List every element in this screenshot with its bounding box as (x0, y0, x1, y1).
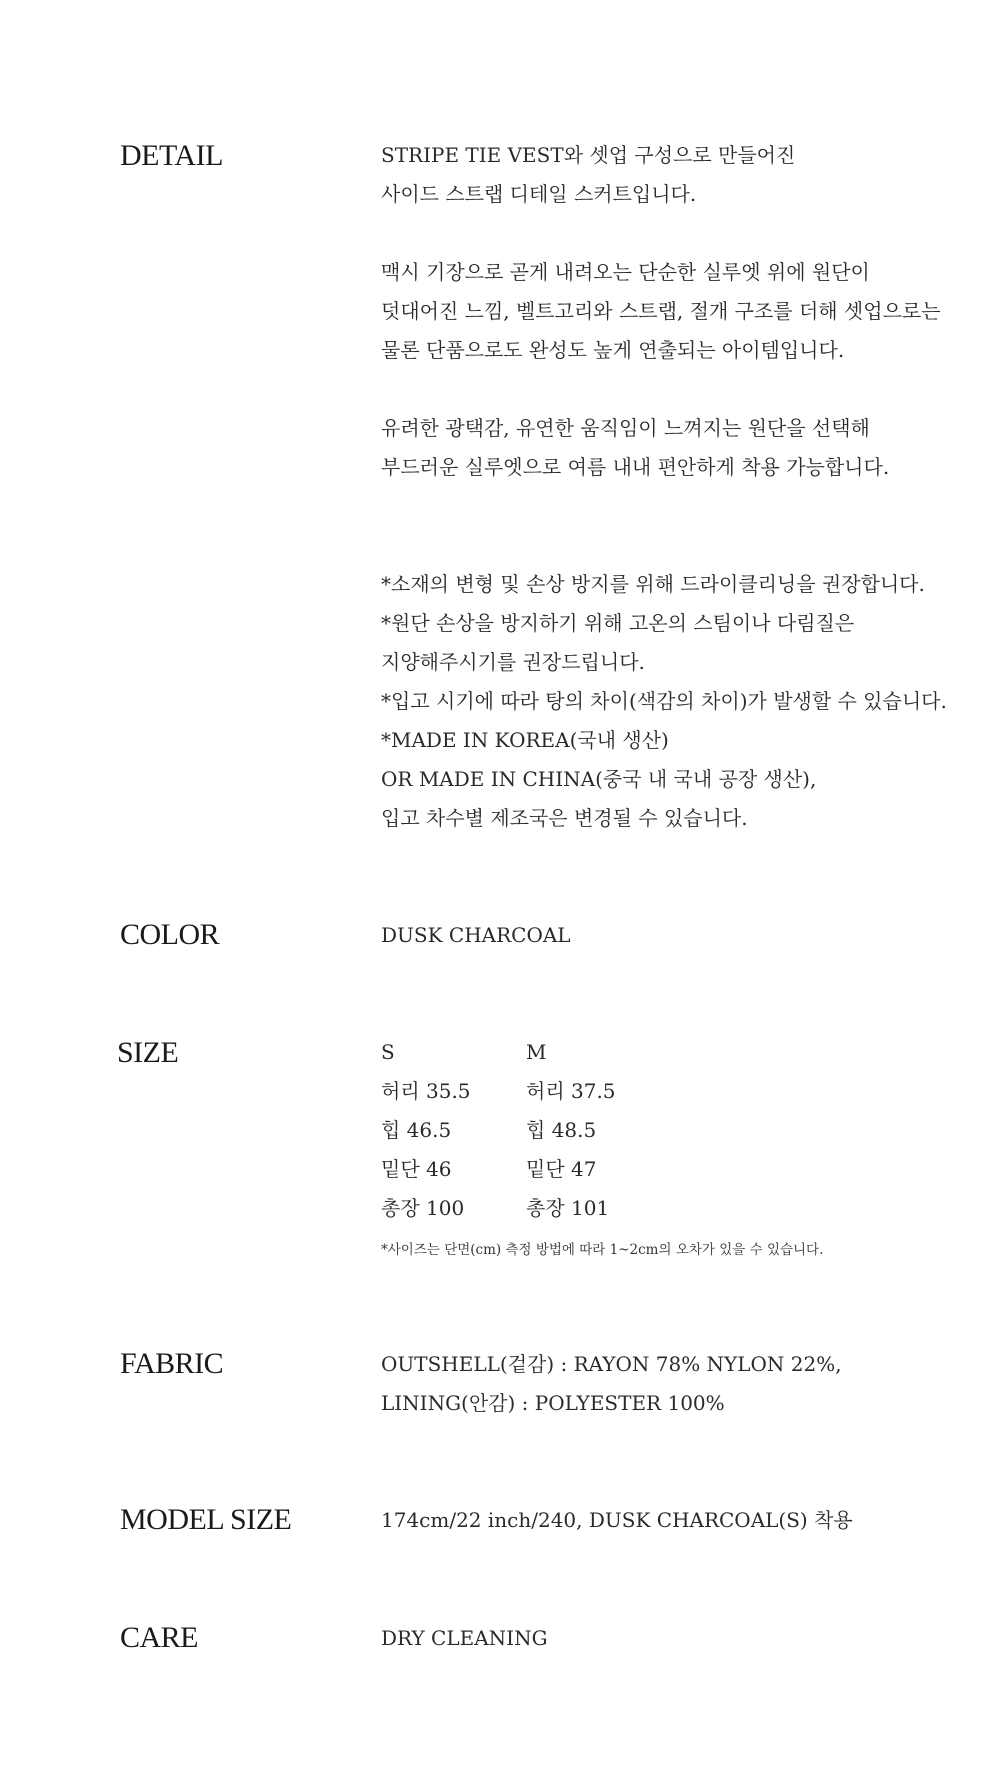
detail-note: 지양해주시기를 권장드립니다. (381, 650, 645, 674)
size-row (381, 1189, 616, 1228)
detail-line: 사이드 스트랩 디테일 스커트입니다. (381, 182, 697, 206)
size-note: *사이즈는 단면(cm) 측정 방법에 따라 1~2cm의 오차가 있을 수 있습니다. (381, 1242, 824, 1258)
color-value (381, 916, 571, 955)
fabric-line: LINING(안감) : POLYESTER 100% (381, 1391, 725, 1415)
detail-note: 입고 차수별 제조국은 변경될 수 있습니다. (381, 806, 748, 830)
color-heading: COLOR (120, 918, 220, 951)
size-cell: 힙 46.5 (381, 1118, 452, 1142)
detail-note: OR MADE IN CHINA(중국 내 국내 공장 생산), (381, 767, 817, 791)
fabric-heading: FABRIC (120, 1347, 224, 1380)
detail-note: *입고 시기에 따라 탕의 차이(색감의 차이)가 발생할 수 있습니다. (381, 689, 947, 713)
care-heading: CARE (120, 1621, 199, 1654)
size-column-header: S (381, 1040, 395, 1064)
size-row (381, 1072, 616, 1111)
detail-line: 맥시 기장으로 곧게 내려오는 단순한 실루엣 위에 원단이 (381, 260, 870, 284)
detail-line: 물론 단품으로도 완성도 높게 연출되는 아이템입니다. (381, 338, 845, 362)
size-cell: 밑단 46 (381, 1157, 452, 1181)
size-cell: 힙 48.5 (526, 1118, 597, 1142)
detail-note: *원단 손상을 방지하기 위해 고온의 스팀이나 다림질은 (381, 611, 855, 635)
detail-line: STRIPE TIE VEST와 셋업 구성으로 만들어진 (381, 143, 796, 167)
detail-note: *소재의 변형 및 손상 방지를 위해 드라이클리닝을 권장합니다. (381, 572, 925, 596)
detail-line: 덧대어진 느낌, 벨트고리와 스트랩, 절개 구조를 더해 셋업으로는 (381, 299, 941, 323)
detail-heading: DETAIL (120, 139, 223, 172)
size-cell: 허리 35.5 (381, 1079, 471, 1103)
size-row (381, 1150, 616, 1189)
care-value (381, 1619, 548, 1658)
fabric-composition (381, 1345, 842, 1423)
fabric-line: OUTSHELL(겉감) : RAYON 78% NYLON 22%, (381, 1352, 842, 1376)
detail-line: 부드러운 실루엣으로 여름 내내 편안하게 착용 가능합니다. (381, 455, 890, 479)
model-size-text: 174cm/22 inch/240, DUSK CHARCOAL(S) 착용 (381, 1508, 853, 1532)
size-header-row (381, 1033, 616, 1072)
detail-note: *MADE IN KOREA(국내 생산) (381, 728, 669, 752)
care-text: DRY CLEANING (381, 1626, 548, 1650)
color-value-text: DUSK CHARCOAL (381, 923, 571, 947)
size-table (381, 1033, 616, 1228)
size-cell: 총장 100 (381, 1196, 465, 1220)
detail-description (381, 136, 947, 838)
size-column-header: M (526, 1040, 547, 1064)
size-cell: 총장 101 (526, 1196, 610, 1220)
detail-line: 유려한 광택감, 유연한 움직임이 느껴지는 원단을 선택해 (381, 416, 870, 440)
size-heading: SIZE (117, 1036, 179, 1069)
model-size-heading: MODEL SIZE (120, 1503, 292, 1536)
size-cell: 허리 37.5 (526, 1079, 616, 1103)
size-row (381, 1111, 616, 1150)
size-cell: 밑단 47 (526, 1157, 597, 1181)
model-size-value (381, 1501, 853, 1540)
